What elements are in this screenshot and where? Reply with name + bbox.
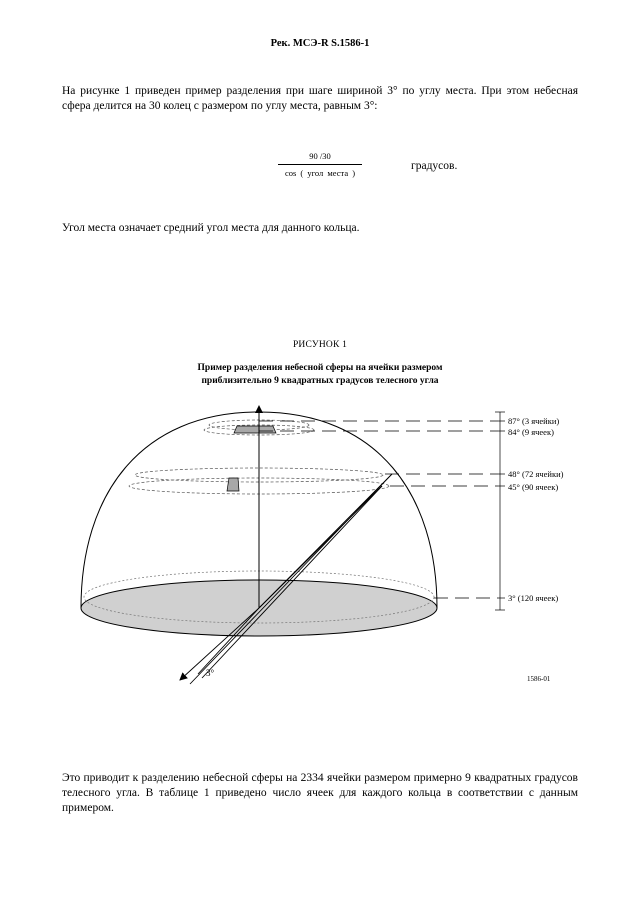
formula-denominator: cos ( угол места ) (284, 168, 356, 178)
ring-label-48deg: 48° (72 ячейки) (508, 469, 564, 479)
azimuth-extension-2 (190, 474, 392, 684)
ring-label-87deg: 87° (3 ячейки) (508, 416, 560, 426)
ring-label-45deg: 45° (90 ячеек) (508, 482, 559, 492)
formula-unit: градусов. (411, 160, 458, 172)
ring-label-84deg: 84° (9 ячеек) (508, 427, 554, 437)
figure-id: 1586-01 (527, 675, 551, 683)
angle-label: 3° (206, 668, 215, 678)
figure-title-line2: приблизительно 9 квадратных градусов телесного угла (201, 376, 439, 386)
formula-numerator: 90 /30 (309, 151, 331, 161)
figure-title-line1: Пример разделения небесной сферы на ячейки размером (197, 363, 443, 373)
page-header: Рек. МСЭ-R S.1586-1 (270, 38, 370, 49)
cell-84deg (234, 426, 276, 433)
intro-paragraph: На рисунке 1 приведен пример разделения при шаге шириной 3° по углу места. При этом небесная сфера делится на 30 колец с размером по углу места, равным 3°: (62, 85, 578, 112)
conclusion-paragraph: Это приводит к разделению небесной сферы на 2334 ячейки размером примерно 9 квадратных градусов телесного угла. В таблице 1 приведено число ячеек для каждого кольца в соответствии с данным примером. (62, 772, 578, 814)
elevation-note: Угол места означает средний угол места для данного кольца. (62, 222, 360, 234)
cell-45deg (227, 478, 239, 491)
ring-label-3deg: 3° (120 ячеек) (508, 593, 559, 603)
figure-label: РИСУНОК 1 (292, 340, 348, 350)
